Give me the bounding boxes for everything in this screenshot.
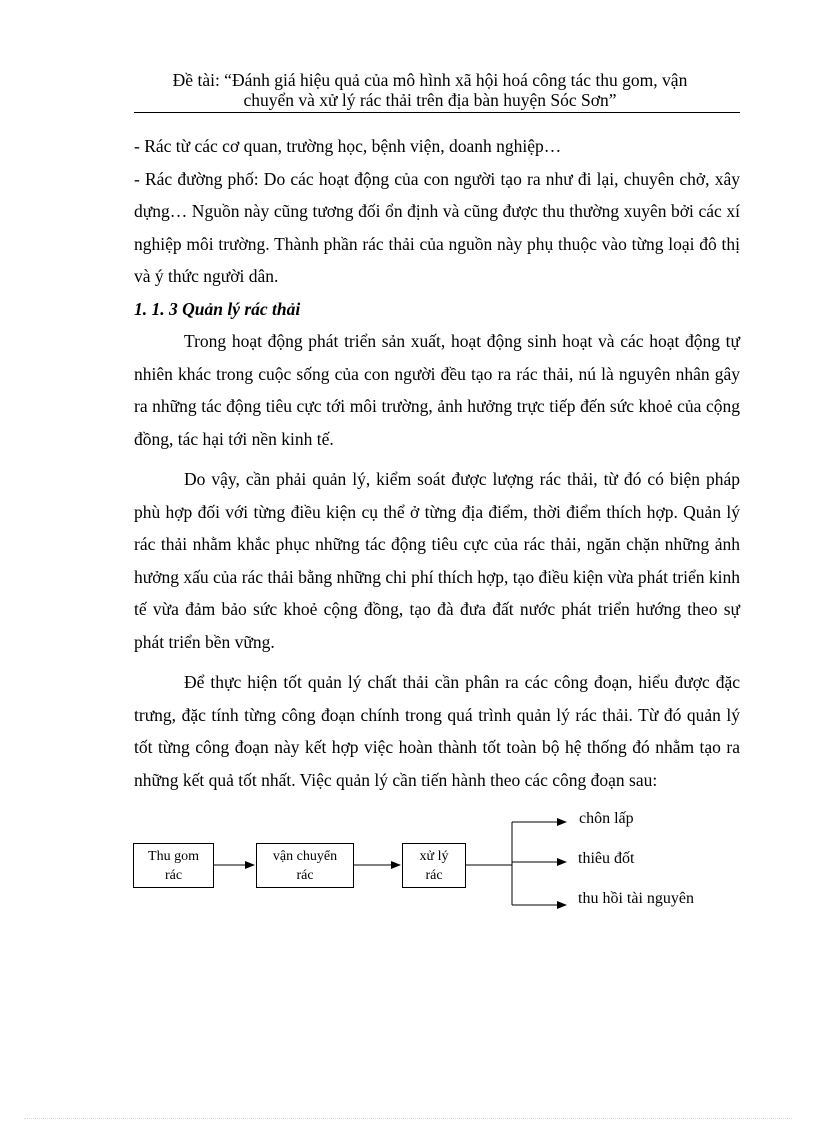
box-transport-line-2: rác [296, 867, 314, 883]
section-heading: 1. 1. 3 Quản lý rác thải [134, 298, 301, 319]
box-collect-line-1: Thu gom [148, 848, 199, 864]
box-collect-line-2: rác [164, 867, 183, 883]
header-line-1: Đề tài: “Đánh giá hiệu quả của mô hình xã hội hoá công tác thu gom, vận [172, 70, 688, 90]
box-treat-line-2: rác [425, 867, 443, 883]
paragraph-street-waste: - Rác đường phố: Do các hoạt động của con người tạo ra như đi lại, chuyên chở, xây dựng… Nguồn này cũng tương đối ổn định và cũng được thu thường xuyên bởi các xí nghiệp môi trường. Thành phần rác thải của nguồn này phụ thuộc vào từng loại đô thị và ý thức người dân. [134, 168, 740, 286]
header-line-2: chuyển và xử lý rác thải trên địa bàn huyện Sóc Sơn” [243, 90, 617, 110]
output-landfill: chôn lấp [579, 810, 634, 827]
box-transport-waste [256, 843, 354, 888]
output-incineration: thiêu đốt [578, 850, 635, 867]
paragraph-management-need: Do vậy, cần phải quản lý, kiểm soát được lượng rác thải, từ đó có biện pháp phù hợp đối với từng điều kiện cụ thể ở từng địa điểm, thời điểm thích hợp. Quản lý rác thải nhằm khắc phục những tác động tiêu cực của rác thải, ngăn chặn những ảnh hưởng xấu của rác thải bằng những chi phí thích hợp, tạo điều kiện vừa phát triển kinh tế vừa đảm bảo sức khoẻ cộng đồng, tạo đà đưa đất nước phát triển hướng theo sự phát triển bền vững. [134, 469, 740, 652]
paragraph-management-stages: Để thực hiện tốt quản lý chất thải cần phân ra các công đoạn, hiểu được đặc trưng, đặc tính từng công đoạn chính trong quá trình quản lý rác thải. Từ đó quản lý tốt từng công đoạn này kết hợp việc hoàn thành tốt toàn bộ hệ thống đó nhằm tạo ra những kết quả tốt nhất. Việc quản lý cần tiến hành theo các công đoạn sau: [134, 672, 740, 790]
output-resource-recovery: thu hồi tài nguyên [578, 890, 694, 907]
box-treat-waste [402, 843, 466, 888]
paragraph-waste-impact: Trong hoạt động phát triển sản xuất, hoạt động sinh hoạt và các hoạt động tự nhiên khác trong cuộc sống của con người đều tạo ra rác thải, nú là nguyên nhân gây ra những tác động tiêu cực tới môi trường, ảnh hưởng trực tiếp đến sức khoẻ của cộng đồng, tác hại tới nền kinh tế. [134, 331, 740, 449]
paragraph-sources-offices: - Rác từ các cơ quan, trường học, bệnh viện, doanh nghiệp… [134, 136, 562, 156]
box-treat-line-1: xử lý [419, 848, 449, 864]
box-transport-line-1: vận chuyển [272, 848, 338, 864]
box-collect-waste [133, 843, 214, 888]
page-bottom-edge [24, 1118, 792, 1119]
